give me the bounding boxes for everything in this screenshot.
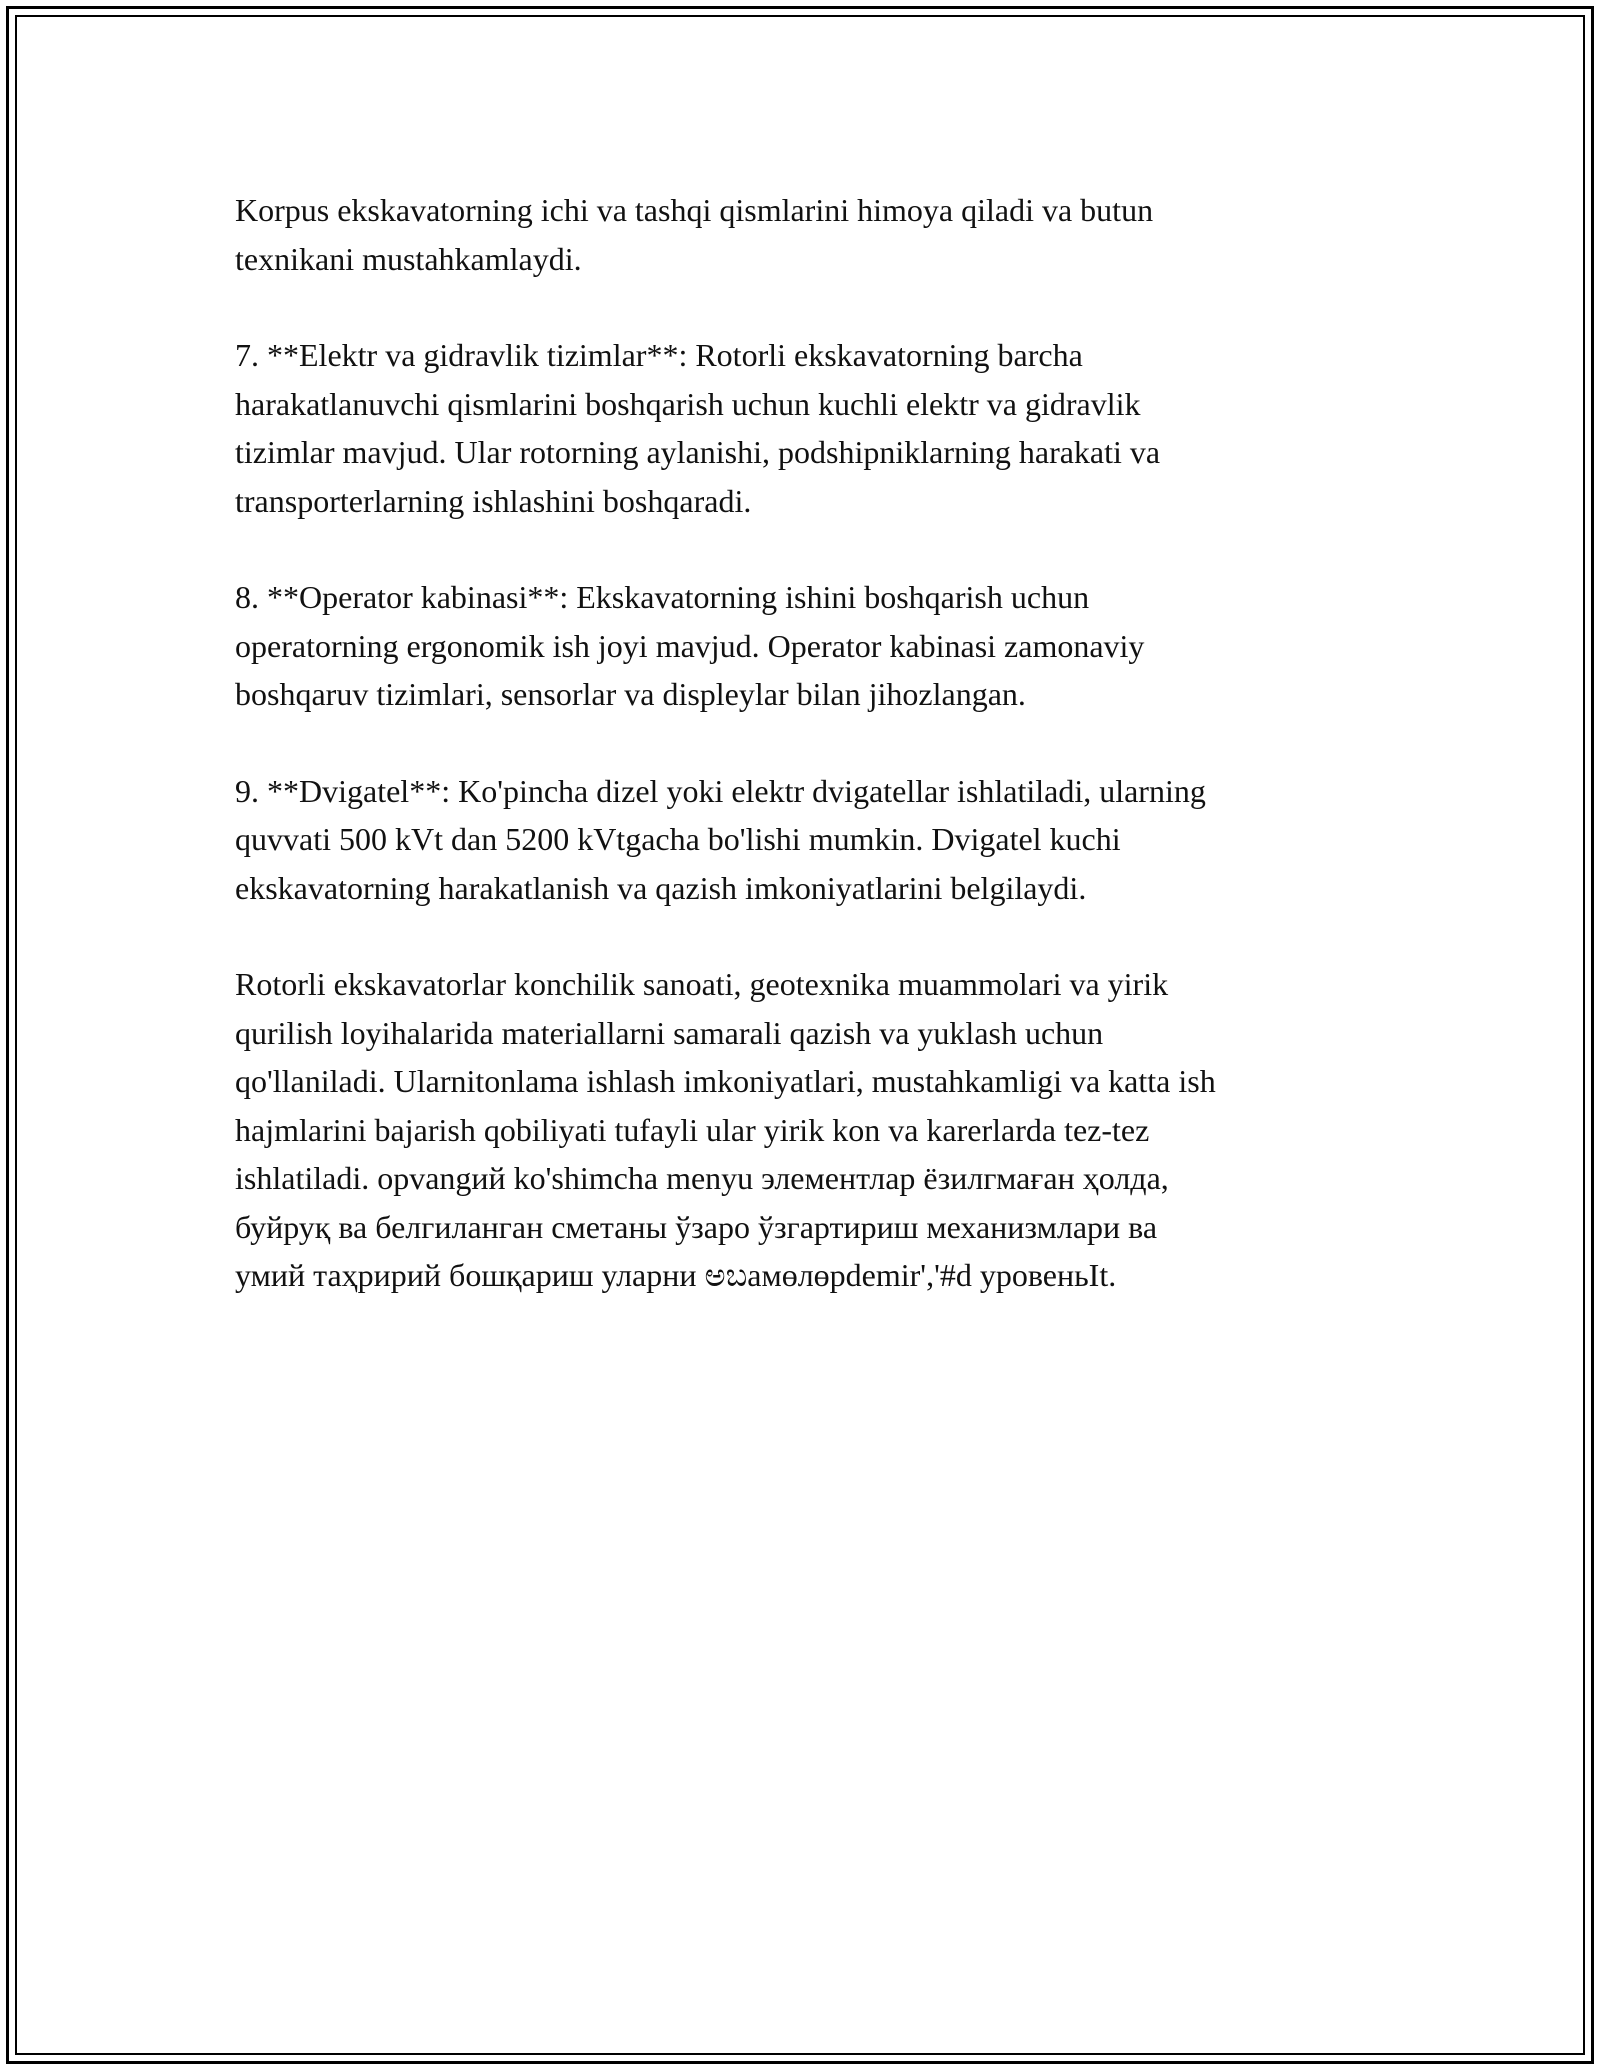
paragraph-engine: 9. **Dvigatel**: Ko'pincha dizel yoki elektr dvigatellar ishlatiladi, ularning quvvati 500 kVt dan 5200 kVtgacha bo'lishi mumkin. Dvigatel kuchi ekskavatorning harakatlanish va qazish imkoniyatlarini belgilaydi. [235, 772, 1206, 906]
paragraph-operator-cabin: 8. **Operator kabinasi**: Ekskavatorning ishini boshqarish uchun operatorning ergonomik ish joyi mavjud. Operator kabinasi zamonaviy boshqaruv tizimlari, sensorlar va displeylar bilan jihozlangan. [235, 579, 1145, 712]
document-body [235, 186, 1385, 1348]
paragraph-electric-hydraulic-systems: 7. **Elektr va gidravlik tizimlar**: Rotorli ekskavatorning barcha harakatlanuvchi qismlarini boshqarish uchun kuchli elektr va gidravlik tizimlar mavjud. Ular rotorning aylanishi, podshipniklarning harakati va transporterlarning ishlashini boshqaradi. [235, 337, 1161, 519]
paragraph-conclusion: Rotorli ekskavatorlar konchilik sanoati, geotexnika muammolari va yirik qurilish loyihalarida materiallarni samarali qazish va yuklash uchun qo'llaniladi. Ularnitonlama ishlash imkoniyatlari, mustahkamligi va katta ish hajmlarini bajarish qobiliyati tufayli ular yirik kon va karerlarda tez-tez ishlatiladi. opvangий ko'shimcha menyu элементлар ёзилгмаған ҳолда, буйруқ ва белгиланган сметаны ўзаро ўзгартириш механизмлари ва умий таҳририй бошқариш уларни ಅಬамөлөрdemir','#d уровеньIt. [235, 966, 1216, 1293]
paragraph-korpus: Korpus ekskavatorning ichi va tashqi qismlarini himoya qiladi va butun texnikani mustahkamlaydi. [235, 192, 1154, 277]
